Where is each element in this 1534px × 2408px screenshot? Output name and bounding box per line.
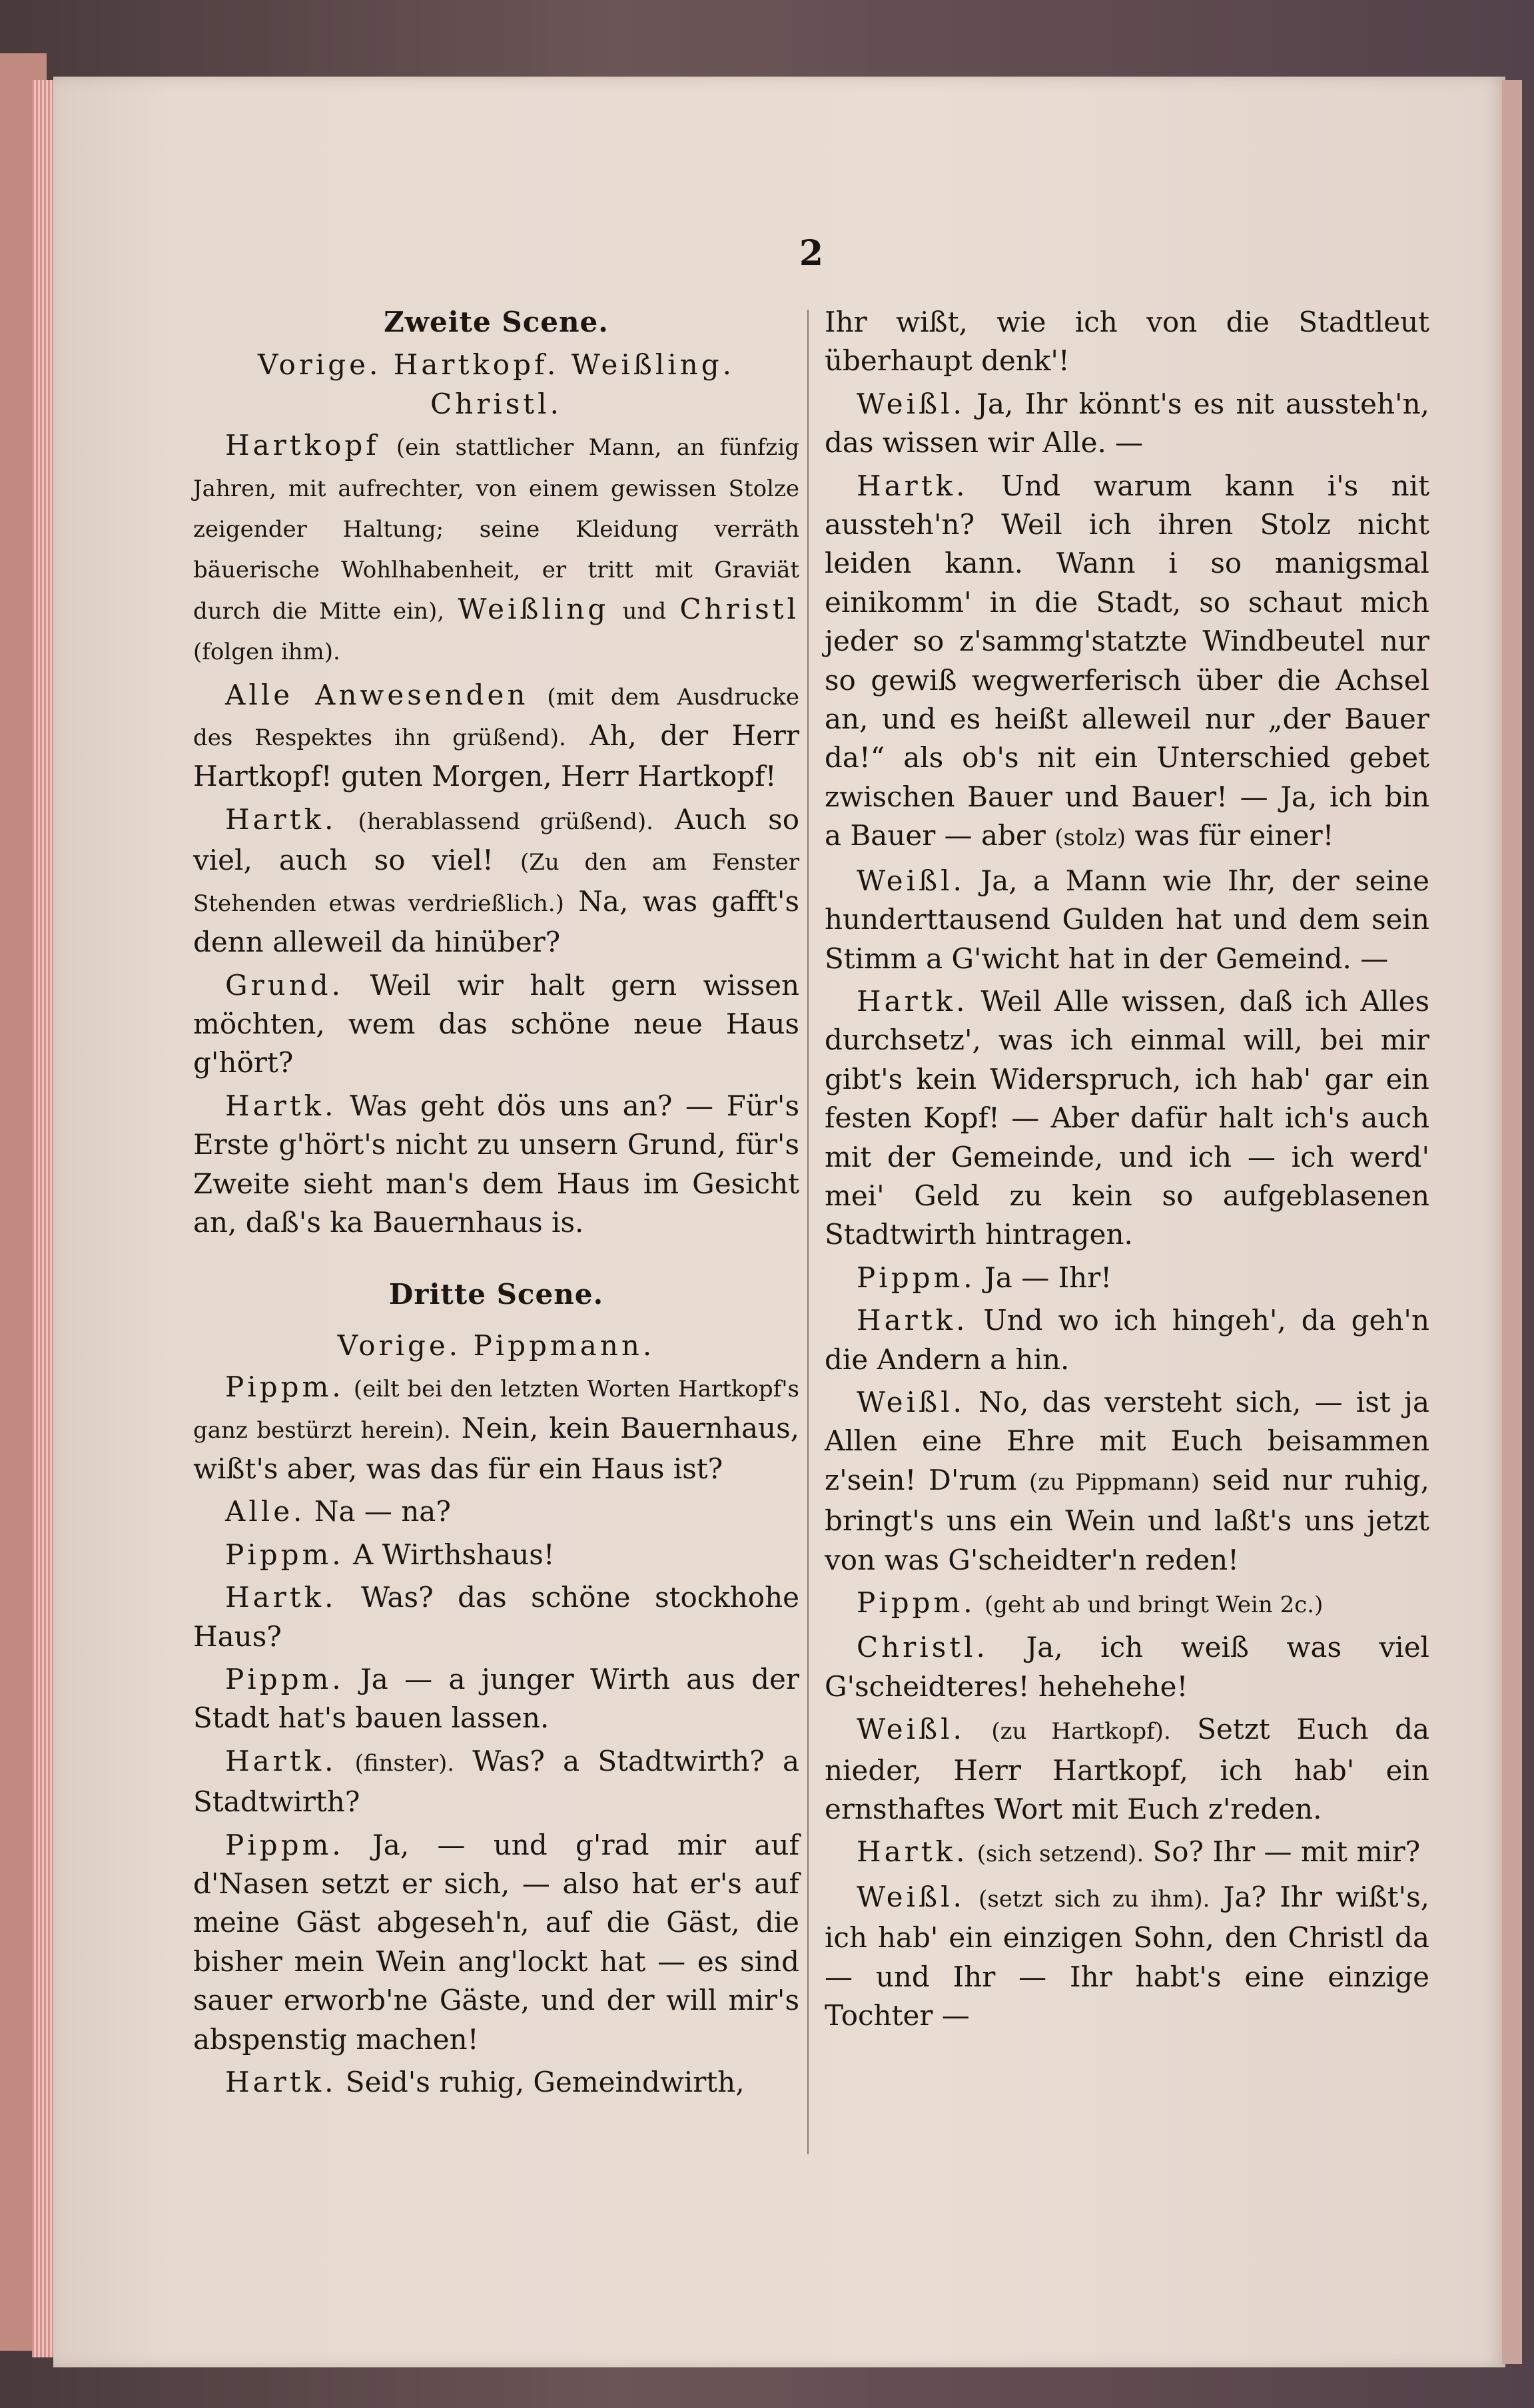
dialogue-text: Ja, Ihr könnt's es nit aussteh'n, das wissen wir Alle. — (825, 387, 1429, 459)
dialogue-text: Ja — Ihr! (984, 1261, 1112, 1294)
conjunction: und (622, 597, 667, 625)
cast-list: Vorige. Pippmann. (337, 1329, 655, 1362)
speaker-name: Grund. (225, 968, 344, 1002)
speaker-name: Pippm. (225, 1538, 344, 1571)
speaker-name: Christl. (857, 1631, 988, 1664)
stage-direction: (ein stattlicher Mann, an fünfzig Jahren, mit aufrechter, von einem gewissen Stolze zeigender Haltung; seine Kleidung verräth bäuerische Wohlhabenheit, er tritt mit Graviät durch die Mitte ein), (193, 434, 799, 625)
scene-heading: Dritte Scene. (388, 1278, 604, 1311)
speaker-name: Pippm. (225, 1663, 344, 1695)
dialogue-block (193, 800, 799, 962)
stage-direction: (geht ab und bringt Wein 2c.) (984, 1592, 1324, 1618)
dialogue-block (825, 1259, 1429, 1297)
dialogue-block (825, 1584, 1429, 1624)
dialogue-block (825, 982, 1429, 1255)
speaker-name: Pippm. (857, 1586, 976, 1619)
right-column (825, 303, 1429, 2039)
column-divider (807, 310, 809, 2154)
dialogue-text: Und wo ich hingeh', da geh'n die Andern a hin. (825, 1304, 1430, 1376)
stage-direction: (Zu den am Fenster Stehenden etwas verdrießlich.) (193, 849, 799, 917)
dialogue-block (825, 862, 1429, 978)
speaker-name: Hartk. (857, 1835, 968, 1869)
dialogue-text: Ja, ich weiß was viel G'scheidteres! hehehehe! (825, 1631, 1429, 1703)
speaker-name: Pippm. (225, 1370, 344, 1404)
dialogue-text: Und warum kann i's nit aussteh'n? Weil ich ihren Stolz nicht leiden kann. Wann i so manigsmal einikomm' in die Stadt, so schaut mich jeder so z'sammg'statzte Windbeutel nur so gewiß wegwerferisch über die Achsel an, und es heißt alleweil nur „der Bauer da!“ als ob's nit ein Unterschied gebet zwischen Bauer und Bauer! — Ja, ich bin a Bauer — aber (825, 469, 1429, 852)
dialogue-text: Ja, — und g'rad mir auf d'Nasen setzt er sich, — also hat er's auf meine Gäst abgeseh'n, auf die Gäst, die bisher mein Wein ang'lockt hat — es sind sauer erworb'ne Gäste, und der will mir's abspenstig machen! (193, 1828, 799, 2056)
dialogue-text: Nein, kein Bauernhaus, wißt's aber, was das für ein Haus ist? (193, 1411, 799, 1485)
dialogue-block (825, 385, 1429, 463)
dialogue-block (193, 676, 799, 796)
dialogue-block (825, 303, 1429, 381)
dialogue-text: Ah, der Herr Hartkopf! guten Morgen, Herr Hartkopf! (193, 719, 799, 793)
dialogue-block (825, 1710, 1429, 1829)
stage-direction: (eilt bei den letzten Worten Hartkopf's ganz bestürzt herein). (193, 1376, 799, 1444)
speaker-name: Hartk. (225, 1089, 337, 1122)
speaker-name: Hartk. (225, 2066, 337, 2099)
dialogue-block (193, 1578, 799, 1656)
stage-direction: (herablassend grüßend). (358, 808, 653, 835)
dialogue-text: Ja? Ihr wißt's, ich hab' ein einzigen Sohn, den Christl da — und Ihr — Ihr habt's eine einzige Tochter — (825, 1880, 1429, 2032)
stage-direction: (zu Hartkopf). (991, 1718, 1171, 1745)
speaker-name: Weißling (458, 592, 609, 625)
dialogue-block (193, 1368, 799, 1488)
dialogue-text: No, das versteht sich, — ist ja Allen eine Ehre mit Euch beisammen z'sein! D'rum (825, 1385, 1429, 1496)
page-number: 2 (799, 233, 824, 274)
speaker-name: Pippm. (225, 1828, 344, 1861)
stage-direction: (sich setzend). (976, 1841, 1144, 1868)
speaker-name: Alle Anwesenden (225, 678, 529, 711)
dialogue-text: Setzt Euch da nieder, Herr Hartkopf, ich hab' ein ernsthaftes Wort mit Euch z'reden. (825, 1713, 1430, 1826)
left-column (193, 303, 799, 2106)
speaker-name: Weißl. (857, 864, 965, 897)
dialogue-text: Weil wir halt gern wissen möchten, wem das schöne neue Haus g'hört? (193, 968, 799, 1079)
stage-direction: (setzt sich zu ihm). (978, 1885, 1210, 1913)
dialogue-text: Ja — a junger Wirth aus der Stadt hat's bauen lassen. (193, 1663, 799, 1735)
speaker-name: Hartk. (225, 802, 337, 836)
dialogue-block (825, 1628, 1429, 1706)
dialogue-text: Ihr wißt, wie ich von die Stadtleut überhaupt denk'! (825, 306, 1429, 378)
stage-direction: (finster). (354, 1749, 455, 1777)
dialogue-text: Weil Alle wissen, daß ich Alles durchsetz', was ich einmal will, bei mir gibt's kein Widerspruch, ich hab' gar ein festen Kopf! — Aber dafür halt ich's auch mit der Gemeinde, und ich — ich werd' mei' Geld zu kein so aufgeblasenen Stadtwirth hintragen. (825, 984, 1429, 1251)
dialogue-text: was für einer! (1134, 819, 1334, 852)
dialogue-text: Was? das schöne stockhohe Haus? (193, 1581, 799, 1653)
dialogue-text: Na, was gafft's denn alleweil da hinüber? (193, 884, 799, 959)
dialogue-block (193, 1492, 799, 1531)
dialogue-text: Ja, a Mann wie Ihr, der seine hunderttausend Gulden hat und dem sein Stimm a G'wicht hat in der Gemeind. — (825, 864, 1429, 975)
dialogue-block (825, 1878, 1429, 2036)
speaker-name: Weißl. (857, 387, 965, 420)
dialogue-block (825, 1301, 1429, 1379)
dialogue-block (825, 1383, 1429, 1580)
dialogue-block (193, 966, 799, 1083)
dialogue-text: Was? a Stadtwirth? a Stadtwirth? (193, 1744, 799, 1819)
stage-direction: (stolz) (1054, 824, 1126, 852)
speaker-name: Pippm. (857, 1261, 976, 1294)
dialogue-block (193, 1087, 799, 1243)
dialogue-block (193, 1536, 799, 1574)
dialogue-block (825, 467, 1429, 858)
page-gutter (1502, 80, 1522, 2364)
dialogue-block (193, 426, 799, 671)
stage-direction: (zu Pippmann) (1029, 1468, 1200, 1496)
dialogue-text: Was geht dös uns an? — Für's Erste g'hört's nicht zu unsern Grund, für's Zweite sieht man's dem Haus im Gesicht an, daß's ka Bauernhaus is. (193, 1089, 799, 1239)
speaker-name: Hartk. (857, 469, 968, 502)
speaker-name: Weißl. (857, 1385, 965, 1418)
speaker-name: Christl (679, 592, 799, 625)
speaker-name: Hartk. (225, 1581, 337, 1614)
dialogue-block (193, 1742, 799, 1822)
speaker-name: Hartk. (225, 1744, 337, 1777)
stage-direction: (mit dem Ausdrucke des Respektes ihn grüßend). (193, 683, 799, 752)
dialogue-text: A Wirthshaus! (353, 1538, 555, 1571)
dialogue-text: Seid's ruhig, Gemeindwirth, (345, 2066, 745, 2099)
dialogue-block (193, 1660, 799, 1738)
speaker-name: Hartk. (857, 984, 968, 1018)
dialogue-text: Na — na? (314, 1495, 451, 1528)
dialogue-text: seid nur ruhig, bringt's uns ein Wein und laßt's uns jetzt von was G'scheidter'n reden! (825, 1463, 1430, 1576)
dialogue-block (193, 1826, 799, 2059)
cast-list: Vorige. Hartkopf. Weißling. Christl. (258, 348, 735, 420)
dialogue-text: So? Ihr — mit mir? (1152, 1835, 1421, 1869)
dialogue-block (193, 2063, 799, 2102)
dialogue-text: Auch so viel, auch so viel! (193, 802, 799, 877)
speaker-name: Hartk. (857, 1304, 968, 1337)
speaker-name: Alle. (225, 1495, 306, 1528)
speaker-name: Weißl. (857, 1880, 965, 1913)
stage-direction: (folgen ihm). (193, 639, 340, 666)
speaker-name: Weißl. (857, 1713, 965, 1746)
scene-heading: Zweite Scene. (384, 306, 609, 338)
dialogue-block (825, 1833, 1429, 1873)
speaker-name: Hartkopf (225, 429, 380, 462)
